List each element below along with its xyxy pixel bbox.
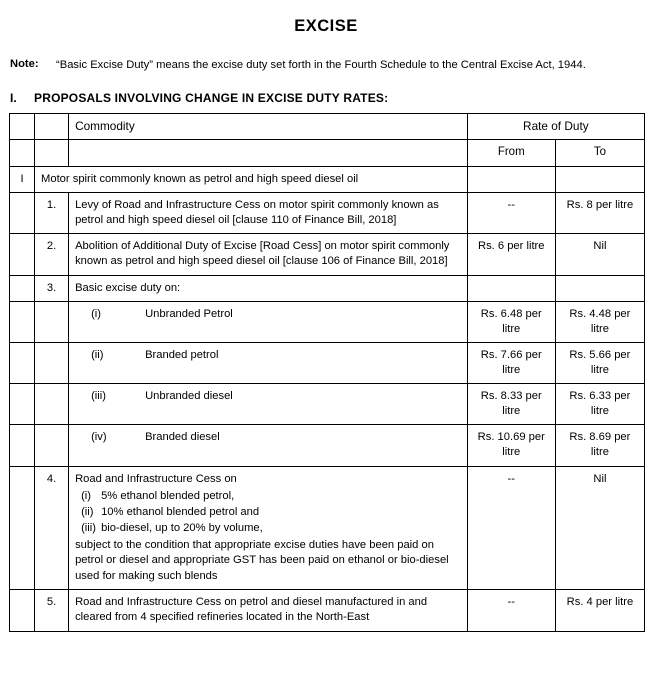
table-row	[10, 275, 645, 301]
row-from: Rs. 7.66 per litre	[467, 342, 555, 383]
row-to: Nil	[555, 234, 644, 275]
row-marker: (ii)	[91, 348, 104, 361]
row-commodity-sub	[69, 425, 468, 466]
list-item-marker: (i)	[81, 489, 92, 502]
section-number: I.	[10, 90, 17, 105]
row-roman-blank	[10, 275, 35, 301]
list-item-marker: (ii)	[81, 505, 94, 518]
row-from: --	[467, 466, 555, 590]
header-from: From	[467, 140, 555, 167]
row-marker: (iii)	[91, 390, 106, 403]
row-marker: (iv)	[91, 431, 107, 444]
table-row	[10, 234, 645, 275]
row-marker: (i)	[91, 307, 102, 320]
row-commodity-sub	[69, 384, 468, 425]
row-roman-blank	[10, 301, 35, 342]
table-row	[10, 193, 645, 234]
row-from: Rs. 10.69 per litre	[467, 425, 555, 466]
row-number	[35, 384, 69, 425]
table-row	[10, 342, 645, 383]
row-to: Rs. 4 per litre	[555, 590, 644, 631]
row-from: Rs. 8.33 per litre	[467, 384, 555, 425]
row-to: Rs. 4.48 per litre	[555, 301, 644, 342]
row-to: Rs. 6.33 per litre	[555, 384, 644, 425]
header-rate-of-duty: Rate of Duty	[467, 113, 644, 140]
group-row	[10, 167, 645, 193]
row-commodity-text: Branded petrol	[145, 348, 219, 361]
row-number: 1.	[35, 193, 69, 234]
row-commodity-text: Unbranded diesel	[145, 390, 233, 403]
row-number	[35, 342, 69, 383]
list-item-text: bio-diesel, up to 20% by volume,	[101, 521, 263, 534]
group-from-blank	[467, 167, 555, 193]
row-roman-blank	[10, 384, 35, 425]
row-roman-blank	[10, 234, 35, 275]
table-header-row	[10, 113, 645, 140]
row-commodity-text: Unbranded Petrol	[145, 307, 233, 320]
row-from: --	[467, 590, 555, 631]
row-roman-blank	[10, 342, 35, 383]
row-number: 2.	[35, 234, 69, 275]
list-item	[75, 521, 461, 536]
row4-condition: subject to the condition that appropriate excise duties have been paid on petrol or diesel and appropriate GST has been paid on ethanol or bio-diesel used for making such blends	[75, 538, 449, 582]
table-subheader-row	[10, 140, 645, 167]
group-to-blank	[555, 167, 644, 193]
note-text: “Basic Excise Duty” means the excise duty set forth in the Fourth Schedule to the Central Excise Act, 1944.	[56, 59, 586, 71]
row-to: Rs. 5.66 per litre	[555, 342, 644, 383]
row-to: Nil	[555, 466, 644, 590]
header-blank-num	[35, 113, 69, 140]
subheader-blank-commodity	[69, 140, 468, 167]
row-to: Rs. 8.69 per litre	[555, 425, 644, 466]
row-number	[35, 301, 69, 342]
row-commodity-sub	[69, 342, 468, 383]
page-title: EXCISE	[294, 17, 358, 35]
excise-rates-table	[9, 113, 645, 632]
list-item-text: 5% ethanol blended petrol,	[101, 489, 235, 502]
row-to: Rs. 8 per litre	[555, 193, 644, 234]
row-roman-blank	[10, 466, 35, 590]
row-commodity: Basic excise duty on:	[69, 275, 468, 301]
row-from: --	[467, 193, 555, 234]
header-commodity: Commodity	[69, 113, 468, 140]
header-to: To	[555, 140, 644, 167]
row-roman-blank	[10, 425, 35, 466]
group-title: Motor spirit commonly known as petrol and high speed diesel oil	[35, 167, 468, 193]
section-heading	[0, 91, 652, 105]
list-item-marker: (iii)	[81, 521, 96, 534]
note-label: Note:	[10, 58, 39, 70]
table-row	[10, 384, 645, 425]
table-row	[10, 590, 645, 631]
note-block	[0, 58, 652, 73]
row-number	[35, 425, 69, 466]
table-row	[10, 301, 645, 342]
row-from: Rs. 6.48 per litre	[467, 301, 555, 342]
row-roman-blank	[10, 193, 35, 234]
table-row	[10, 425, 645, 466]
row-commodity-text: Branded diesel	[145, 431, 220, 444]
row-commodity-complex	[69, 466, 468, 590]
row-commodity: Levy of Road and Infrastructure Cess on motor spirit commonly known as petrol and high speed diesel oil [clause 110 of Finance Bill, 2018]	[69, 193, 468, 234]
row-number: 3.	[35, 275, 69, 301]
document-page	[0, 10, 652, 695]
row-number: 5.	[35, 590, 69, 631]
row-commodity-sub	[69, 301, 468, 342]
subheader-blank-roman	[10, 140, 35, 167]
list-item	[75, 489, 461, 504]
list-item-text: 10% ethanol blended petrol and	[101, 505, 260, 518]
list-item	[75, 505, 461, 520]
row4-list	[75, 489, 461, 536]
header-blank-roman	[10, 113, 35, 140]
row-from: Rs. 6 per litre	[467, 234, 555, 275]
row4-lead: Road and Infrastructure Cess on	[75, 472, 237, 485]
table-row	[10, 466, 645, 590]
row-commodity: Road and Infrastructure Cess on petrol and diesel manufactured in and cleared from 4 specified refineries located in the North-East	[69, 590, 468, 631]
section-title: PROPOSALS INVOLVING CHANGE IN EXCISE DUTY RATES:	[34, 90, 389, 105]
row-commodity: Abolition of Additional Duty of Excise [Road Cess] on motor spirit commonly known as petrol and high speed diesel oil [clause 106 of Finance Bill, 2018]	[69, 234, 468, 275]
row-to	[555, 275, 644, 301]
group-roman: I	[10, 167, 35, 193]
row-number: 4.	[35, 466, 69, 590]
row-roman-blank	[10, 590, 35, 631]
subheader-blank-num	[35, 140, 69, 167]
row-from	[467, 275, 555, 301]
